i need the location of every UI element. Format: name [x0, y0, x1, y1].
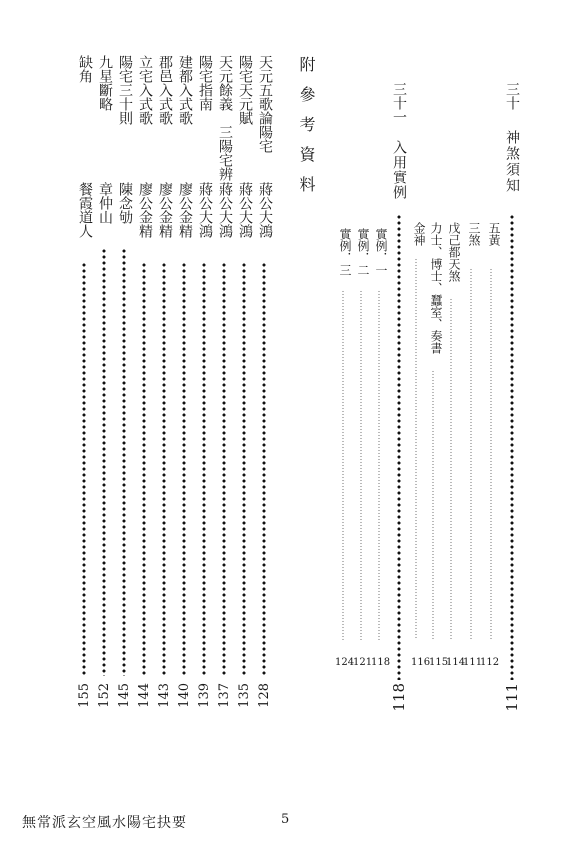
- appendix-entry-author: 蔣公大鴻: [197, 182, 213, 238]
- appendix-entry-author: 餐霞道人: [77, 182, 93, 238]
- section-30-item-page: 116: [411, 657, 431, 668]
- section-31-item-leader: [360, 290, 362, 640]
- section-30-leader: [510, 214, 514, 680]
- appendix-entry-leader: [182, 262, 186, 676]
- section-30-item-label: 戊己都天煞: [447, 222, 461, 282]
- section-31-item-page: 121: [353, 657, 373, 668]
- appendix-entry-author: 蔣公大鴻: [257, 182, 273, 238]
- appendix-entry-page: 128: [257, 683, 272, 708]
- section-31-item-label: 實例．二: [356, 228, 370, 276]
- section-31-page: 118: [390, 683, 408, 712]
- appendix-entry-page: 145: [117, 683, 132, 708]
- appendix-entry-title: 建都入式歌: [177, 55, 193, 125]
- section-30-number: 三十: [504, 82, 520, 110]
- section-30-item-leader: [432, 370, 434, 640]
- section-31-item-label: 實例．三: [338, 228, 352, 276]
- appendix-entry-title: 天元五歌論陽宅: [257, 55, 273, 153]
- appendix-entry-page: 140: [177, 683, 192, 708]
- appendix-entry-leader: [82, 262, 86, 676]
- appendix-entry-author: 廖公金精: [137, 182, 153, 238]
- appendix-entry-page: 135: [237, 683, 252, 708]
- appendix-entry-author: 廖公金精: [177, 182, 193, 238]
- section-30-item-page: 111: [463, 657, 483, 668]
- section-30-item-page: 115: [429, 657, 449, 668]
- section-30-item-label: 力士、博士、蠶室、奏書: [429, 222, 443, 354]
- appendix-entry-title: 缺角: [77, 55, 93, 83]
- appendix-entry-page: 152: [97, 683, 112, 708]
- section-30-item-label: 三煞: [467, 222, 481, 246]
- appendix-entry-title: 陽宅三十則: [117, 55, 133, 125]
- section-31-leader: [397, 214, 401, 680]
- appendix-entry-page: 139: [197, 683, 212, 708]
- appendix-heading: 附參考資料: [297, 56, 316, 206]
- appendix-entry-title: 郡邑入式歌: [157, 55, 173, 125]
- appendix-entry-title: 陽宅指南: [197, 55, 213, 111]
- appendix-entry-title: 陽宅天元賦: [237, 55, 253, 125]
- appendix-entry-page: 137: [217, 683, 232, 708]
- appendix-entry-author: 廖公金精: [157, 182, 173, 238]
- appendix-entry-author: 蔣公大鴻: [217, 182, 233, 238]
- appendix-entry-leader: [202, 262, 206, 676]
- appendix-entry-leader: [102, 248, 106, 676]
- section-30-item-leader: [450, 298, 452, 640]
- section-31-item-leader: [342, 290, 344, 640]
- section-31-item-label: 實例．一: [374, 228, 388, 276]
- appendix-entry-title: 九星斷略: [97, 55, 113, 111]
- appendix-entry-page: 143: [157, 683, 172, 708]
- section-31-number: 三十一: [391, 82, 407, 124]
- appendix-entry-leader: [222, 262, 226, 676]
- appendix-entry-leader: [162, 262, 166, 676]
- section-31-item-page: 124: [335, 657, 355, 668]
- book-title: 無常派玄空風水陽宅抉要: [22, 815, 187, 831]
- page-number: 5: [281, 812, 290, 827]
- appendix-entry-leader: [142, 262, 146, 676]
- appendix-entry-author: 蔣公大鴻: [237, 182, 253, 238]
- section-31-item-leader: [378, 290, 380, 640]
- appendix-entry-title: 立宅入式歌: [137, 55, 153, 125]
- appendix-entry-page: 144: [137, 683, 152, 708]
- section-31-title: 入用實例: [391, 140, 407, 200]
- appendix-entry-author: 章仲山: [97, 182, 113, 224]
- appendix-entry-title: 天元餘義 三陽宅辨: [217, 55, 233, 181]
- section-30-item-leader: [470, 268, 472, 640]
- section-30-item-leader: [415, 258, 417, 640]
- appendix-entry-leader: [242, 262, 246, 676]
- section-30-item-page: 114: [446, 657, 466, 668]
- appendix-entry-leader: [262, 262, 266, 676]
- appendix-entry-author: 陳念劬: [117, 182, 133, 224]
- section-30-title: 神煞須知: [504, 130, 520, 194]
- section-30-item-page: 112: [480, 657, 500, 668]
- section-30-item-label: 五黃: [487, 222, 501, 246]
- section-30-page: 111: [503, 683, 521, 712]
- section-31-item-page: 118: [371, 657, 391, 668]
- section-30-item-leader: [490, 268, 492, 640]
- section-30-item-label: 金神: [412, 222, 426, 246]
- appendix-entry-page: 155: [77, 683, 92, 708]
- appendix-entry-leader: [122, 248, 126, 676]
